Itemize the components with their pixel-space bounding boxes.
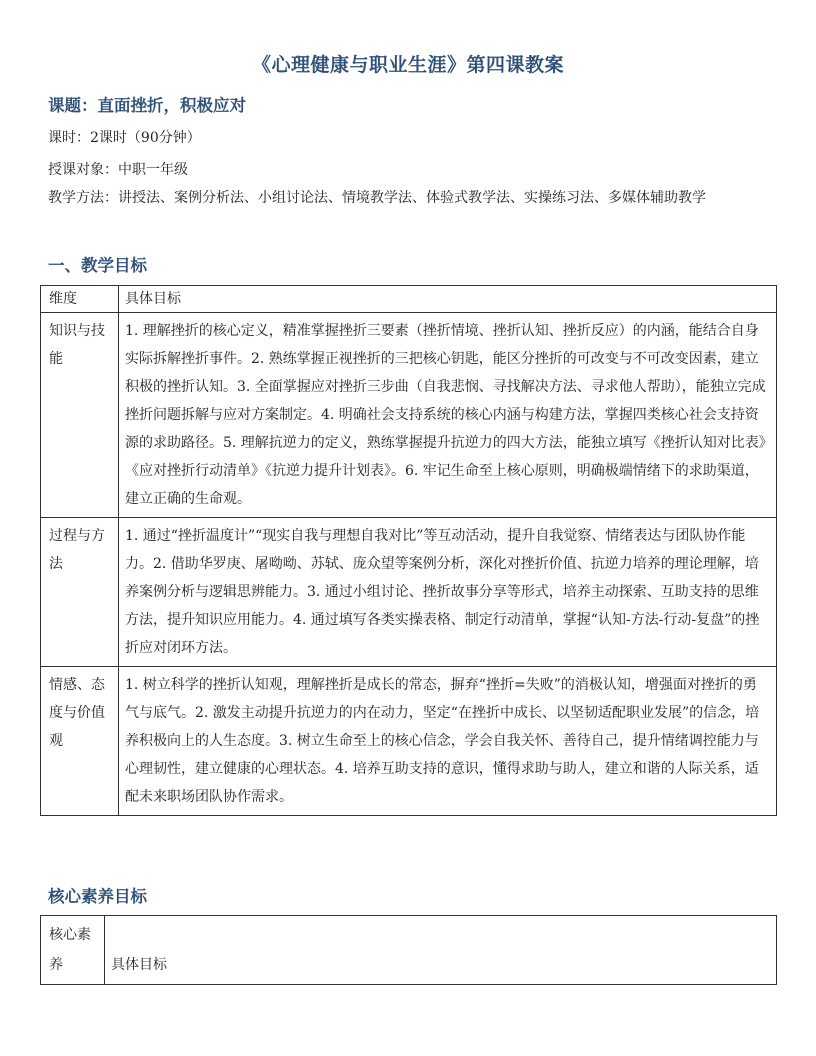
header-target: 具体目标: [105, 916, 777, 985]
table-row: [41, 313, 777, 518]
teaching-methods: 教学方法：讲授法、案例分析法、小组讨论法、情境教学法、体验式教学法、实操练习法、多媒体辅助教学: [48, 190, 706, 206]
audience: 授课对象：中职一年级: [48, 162, 188, 178]
header-target: 具体目标: [119, 286, 777, 313]
row-dimension: 情感、态度与价值观: [41, 667, 119, 816]
row-content: 1. 通过“挫折温度计”“现实自我与理想自我对比”等互动活动，提升自我觉察、情绪表达与团队协作能力。2. 借助华罗庚、屠呦呦、苏轼、庞众望等案例分析，深化对挫折价值、抗逆力培养的理论理解，培养案例分析与逻辑思辨能力。3. 通过小组讨论、挫折故事分享等形式，培养主动探索、互助支持的思维方法，提升知识应用能力。4. 通过填写各类实操表格、制定行动清单，掌握“认知-方法-行动-复盘”的挫折应对闭环方法。: [119, 518, 777, 667]
section-heading-objectives: 一、教学目标: [48, 256, 147, 275]
lesson-topic: 课题：直面挫折，积极应对: [48, 96, 246, 115]
row-dimension: 知识与技能: [41, 313, 119, 518]
row-content: 1. 树立科学的挫折认知观，理解挫折是成长的常态，摒弃“挫折=失败”的消极认知，增强面对挫折的勇气与底气。2. 激发主动提升抗逆力的内在动力，坚定“在挫折中成长、以坚韧适配职业发展”的信念，培养积极向上的人生态度。3. 树立生命至上的核心信念，学会自我关怀、善待自己，提升情绪调控能力与心理韧性，建立健康的心理状态。4. 培养互助支持的意识，懂得求助与助人，建立和谐的人际关系，适配未来职场团队协作需求。: [119, 667, 777, 816]
header-dimension: 核心素养: [41, 916, 105, 985]
class-hours: 课时：2课时（90分钟）: [48, 130, 201, 146]
objectives-table: [40, 285, 777, 816]
header-dimension: 维度: [41, 286, 119, 313]
section-heading-core-literacy: 核心素养目标: [48, 887, 147, 906]
table-row: [41, 667, 777, 816]
table-row: [41, 518, 777, 667]
row-content: 1. 理解挫折的核心定义，精准掌握挫折三要素（挫折情境、挫折认知、挫折反应）的内涵，能结合自身实际拆解挫折事件。2. 熟练掌握正视挫折的三把核心钥匙，能区分挫折的可改变与不可改变因素，建立积极的挫折认知。3. 全面掌握应对挫折三步曲（自我悲悯、寻找解决方法、寻求他人帮助），能独立完成挫折问题拆解与应对方案制定。4. 明确社会支持系统的核心内涵与构建方法，掌握四类核心社会支持资源的求助路径。5. 理解抗逆力的定义，熟练掌握提升抗逆力的四大方法，能独立填写《挫折认知对比表》《应对挫折行动清单》《抗逆力提升计划表》。6. 牢记生命至上核心原则，明确极端情绪下的求助渠道，建立正确的生命观。: [119, 313, 777, 518]
row-dimension: 过程与方法: [41, 518, 119, 667]
table-header-row: [41, 916, 777, 985]
table-header-row: [41, 286, 777, 313]
core-literacy-table: [40, 915, 777, 985]
document-title: 《心理健康与职业生涯》第四课教案: [251, 54, 564, 76]
